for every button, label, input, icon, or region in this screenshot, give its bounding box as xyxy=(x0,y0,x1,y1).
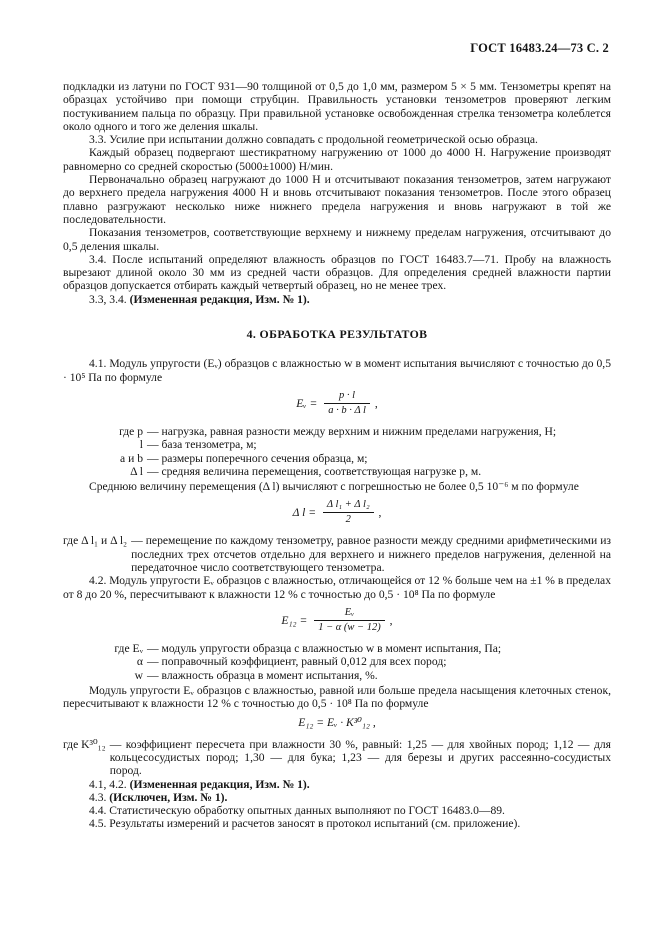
definition-symbol: где Δ l₁ и Δ l₂ xyxy=(63,534,128,548)
formula-numerator: Δ l₁ + Δ l₂ xyxy=(323,499,374,513)
definition-text: — размеры поперечного сечения образца, м; xyxy=(147,451,368,465)
amendment-note xyxy=(63,778,611,791)
paragraph: Модуль упругости Eᵥ образцов с влажностью, равной или больше предела насыщения клеточных стенок, пересчитывают к влажности 12 % с точностью до 0,5 · 10⁸ Па по формуле xyxy=(63,683,611,711)
paragraph-4-5: 4.5. Результаты измерений и расчетов заносят в протокол испытаний (см. приложение). xyxy=(89,817,521,831)
definition-text: — коэффициент пересчета при влажности 30 %, равный: 1,25 — для хвойных пород; 1,12 — для кольцесосудистых пород; 1,30 — для бука; 1,23 — для березы и других рассеянно-сосудистых пород. xyxy=(109,737,611,778)
paragraph-4-2: 4.2. Модуль упругости Eᵥ образцов с влажностью, отличающейся от 12 % больше чем на ±1 % в пределах от 8 до 20 %, пересчитывают к влажности 12 % с точностью до 0,5 · 10⁸ Па по формуле xyxy=(63,574,611,601)
definition-text: — нагрузка, равная разности между верхним и нижним пределами нагружения, Н; xyxy=(147,424,557,438)
amendment-text: (Измененная редакция, Изм. № 1). xyxy=(129,292,310,306)
amendment-note xyxy=(63,791,611,804)
page-header: ГОСТ 16483.24—73 С. 2 xyxy=(470,41,609,55)
paragraph-3-3: 3.3. Усилие при испытании должно совпадать с продольной геометрической осью образца. xyxy=(89,133,538,147)
definition-item xyxy=(63,669,611,682)
paragraph: Первоначально образец нагружают до 1000 Н и отсчитывают показания тензометров, затем нагружают до верхнего предела нагружения 4000 Н и вновь отсчитывают показания тензометров. После этого образец плавно разгружают несколько ниже нижнего предела нагружения и вновь нагружают в той же последовательности. xyxy=(63,173,611,226)
formula-denominator: 2 xyxy=(345,514,351,526)
formula-tail: , xyxy=(389,613,393,627)
formula-modulus xyxy=(63,390,611,417)
definition-item xyxy=(63,425,611,438)
section-heading: 4. ОБРАБОТКА РЕЗУЛЬТАТОВ xyxy=(246,327,428,342)
definition-symbol: где Eᵥ xyxy=(114,641,143,655)
paragraph: подкладки из латуни по ГОСТ 931—90 толщиной от 0,5 до 1,0 мм, размером 5 × 5 мм. Тензометры крепят на образцах устойчиво при помощи струбцин. Правильность установки тензометров проверяют легким постукиванием пальца по образцу. При правильной установке освобожденная стрелка тензометра колеблется около одного и того же деления шкалы. xyxy=(63,80,611,133)
formula-numerator: p · l xyxy=(324,390,370,404)
definition-item xyxy=(63,465,611,478)
amendment-note xyxy=(63,293,611,306)
paragraph: Каждый образец подвергают шестикратному нагружению от 1000 до 4000 Н. Нагружение производят равномерно со средней скоростью (5000±1000) Н/мин. xyxy=(63,146,611,173)
amendment-text: (Измененная редакция, Изм. № 1). xyxy=(129,777,310,791)
formula-lhs: E₁₂ = xyxy=(281,613,308,627)
document-body xyxy=(63,80,611,831)
paragraph-4-1: 4.1. Модуль упругости (Eᵥ) образцов с влажностью w в момент испытания вычисляют с точностью до 0,5 · 10⁵ Па по формуле xyxy=(63,357,611,384)
definition-item xyxy=(63,438,611,451)
amendment-ref: 3.3, 3.4. xyxy=(89,292,130,306)
paragraph: Показания тензометров, соответствующие верхнему и нижнему пределам нагружения, отсчитывают до 0,5 деления шкалы. xyxy=(63,226,611,253)
amendment-ref: 4.1, 4.2. xyxy=(89,777,130,791)
definition-symbol: Δ l xyxy=(130,464,143,478)
formula-tail: , xyxy=(374,396,378,410)
definition-text: — модуль упругости образца с влажностью w в момент испытания, Па; xyxy=(147,641,502,655)
definition-text: — база тензометра, м; xyxy=(147,438,257,452)
formula-fraction xyxy=(314,607,385,634)
formula-fraction xyxy=(323,499,374,526)
definition-item xyxy=(63,534,611,574)
amendment-ref: 4.3. xyxy=(89,790,110,804)
definitions-list xyxy=(63,642,611,682)
formula-denominator: a · b · Δ l xyxy=(328,404,366,416)
paragraph-3-4: 3.4. После испытаний определяют влажность образцов по ГОСТ 16483.7—71. Пробу на влажность вырезают длиной около 30 мм из средней части образцов. Для определения средней влажности партии образцов допускается отбирать каждый четвертый образец, но не менее трех. xyxy=(63,252,611,293)
definition-text: — средняя величина перемещения, соответствующая нагрузке p, м. xyxy=(147,464,482,478)
formula-fraction xyxy=(324,390,370,417)
definition-text: — влажность образца в момент испытания, %. xyxy=(147,668,378,682)
formula-numerator: Eᵥ xyxy=(314,607,385,621)
formula-displacement xyxy=(63,499,611,526)
formula-denominator: 1 − α (w − 12) xyxy=(318,621,381,633)
definition-symbol: где K³⁰₁₂ xyxy=(63,737,106,751)
definition-symbol: a и b xyxy=(120,451,143,465)
formula-lhs: Eᵥ = xyxy=(296,396,318,410)
definition-item xyxy=(63,738,611,778)
definition-symbol: где p xyxy=(119,424,143,438)
definitions-list xyxy=(63,425,611,478)
paragraph: Среднюю величину перемещения (Δ l) вычисляют с погрешностью не более 0,5 10⁻⁶ м по формуле xyxy=(89,480,579,494)
definition-symbol: α xyxy=(136,655,143,669)
definition-symbol: w xyxy=(134,668,143,682)
amendment-text: (Исключен, Изм. № 1). xyxy=(109,790,228,804)
formula-conversion xyxy=(63,607,611,634)
definition-text: — перемещение по каждому тензометру, равное разности между средними арифметическими из последних трех отсчетов отдельно для верхнего и нижнего пределов нагружения, деленной на передаточное число соответствующего тензометра. xyxy=(131,534,611,575)
definition-item xyxy=(63,655,611,668)
definition-symbol: l xyxy=(139,438,143,452)
formula-lhs: Δ l = xyxy=(292,506,317,520)
definition-item xyxy=(63,642,611,655)
paragraph-4-4: 4.4. Статистическую обработку опытных данных выполняют по ГОСТ 16483.0—89. xyxy=(89,804,505,818)
definition-text: — поправочный коэффициент, равный 0,012 для всех пород; xyxy=(147,655,447,669)
formula-tail: , xyxy=(378,506,382,520)
formula-saturation: E₁₂ = Eᵥ · K³⁰₁₂ , xyxy=(298,716,376,730)
definition-item xyxy=(63,452,611,465)
